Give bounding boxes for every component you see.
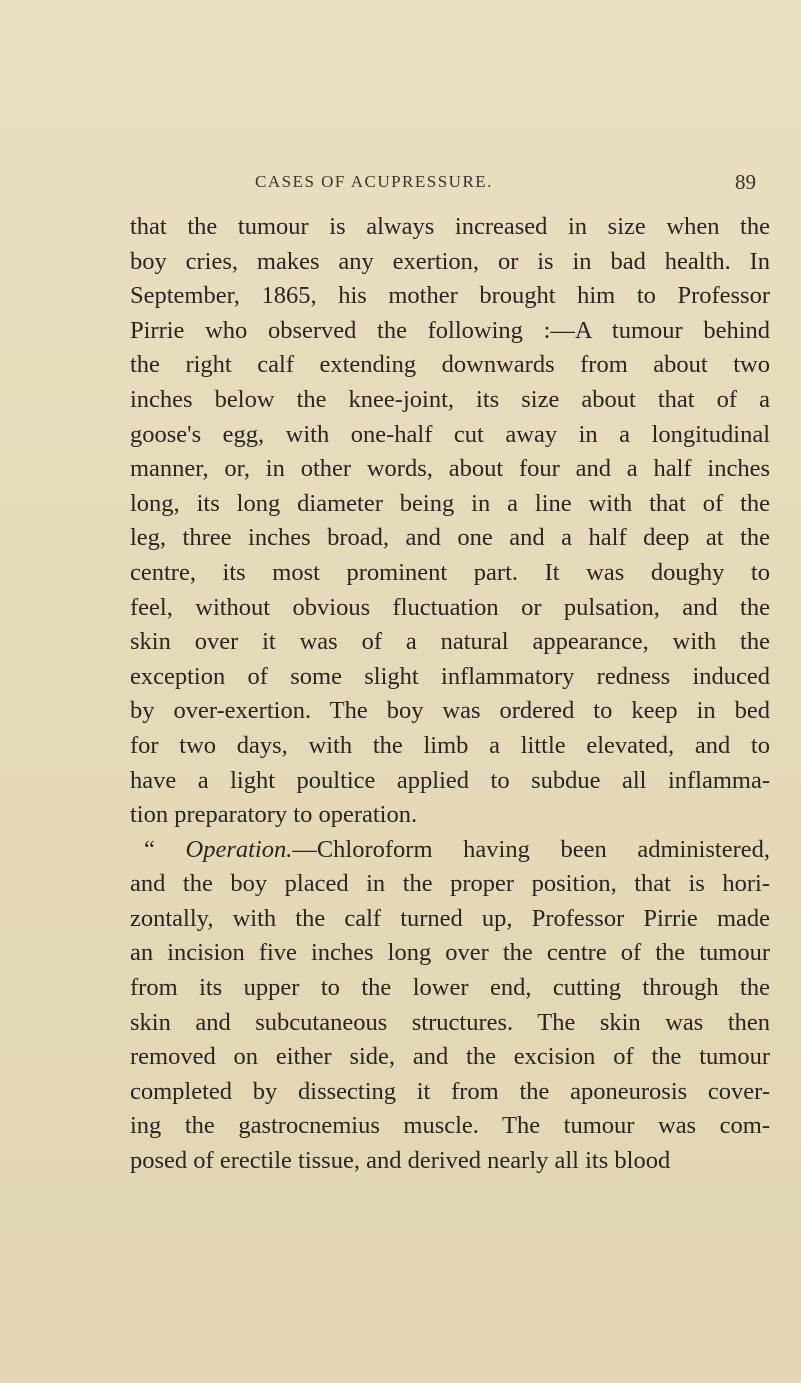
text-line: September, 1865, his mother brought him to Professor xyxy=(130,282,770,310)
text-line: tion preparatory to operation. xyxy=(130,801,418,829)
text-line: an incision five inches long over the centre of the tumour xyxy=(130,939,770,967)
text-line: ing the gastrocnemius muscle. The tumour was com- xyxy=(130,1112,770,1140)
text-line: and the boy placed in the proper position, that is hori- xyxy=(130,870,770,898)
operation-first-line-text: —Chloroform having been administered, xyxy=(292,835,770,863)
text-line: leg, three inches broad, and one and a half deep at the xyxy=(130,524,770,552)
text-line: have a light poultice applied to subdue all inflamma- xyxy=(130,766,770,794)
page-number: 89 xyxy=(735,170,756,194)
text-line: the right calf extending downwards from about two xyxy=(130,351,770,379)
text-line: by over-exertion. The boy was ordered to keep in bed xyxy=(130,697,770,725)
text-line: inches below the knee-joint, its size about that of a xyxy=(130,385,770,413)
text-line: removed on either side, and the excision of the tumour xyxy=(130,1043,770,1071)
text-line: exception of some slight inflammatory redness induced xyxy=(130,662,770,690)
operation-heading: Operation. xyxy=(185,835,293,863)
text-line: manner, or, in other words, about four and a half inches xyxy=(130,455,770,483)
operation-paragraph-first-line xyxy=(130,833,770,868)
text-line: from its upper to the lower end, cutting through the xyxy=(130,974,770,1002)
text-line: Pirrie who observed the following :—A tumour behind xyxy=(130,316,770,344)
text-line: long, its long diameter being in a line with that of the xyxy=(130,489,770,517)
text-line: centre, its most prominent part. It was doughy to xyxy=(130,558,770,586)
text-line: completed by dissecting it from the aponeurosis cover- xyxy=(130,1077,770,1105)
text-line: boy cries, makes any exertion, or is in bad health. In xyxy=(130,247,770,275)
text-line: feel, without obvious fluctuation or pulsation, and the xyxy=(130,593,770,621)
open-quote: “ xyxy=(144,835,186,863)
text-line: that the tumour is always increased in size when the xyxy=(130,213,770,240)
page-header xyxy=(130,170,770,200)
text-line: skin over it was of a natural appearance, with the xyxy=(130,628,770,656)
text-line: zontally, with the calf turned up, Professor Pirrie made xyxy=(130,904,770,932)
text-line: skin and subcutaneous structures. The skin was then xyxy=(130,1008,770,1036)
running-title: CASES OF ACUPRESSURE. xyxy=(255,172,493,191)
text-line: posed of erectile tissue, and derived nearly all its blood xyxy=(130,1147,671,1175)
text-line: for two days, with the limb a little elevated, and to xyxy=(130,731,770,759)
text-line: goose's egg, with one-half cut away in a longitudinal xyxy=(130,420,770,448)
body-text xyxy=(130,210,770,1179)
